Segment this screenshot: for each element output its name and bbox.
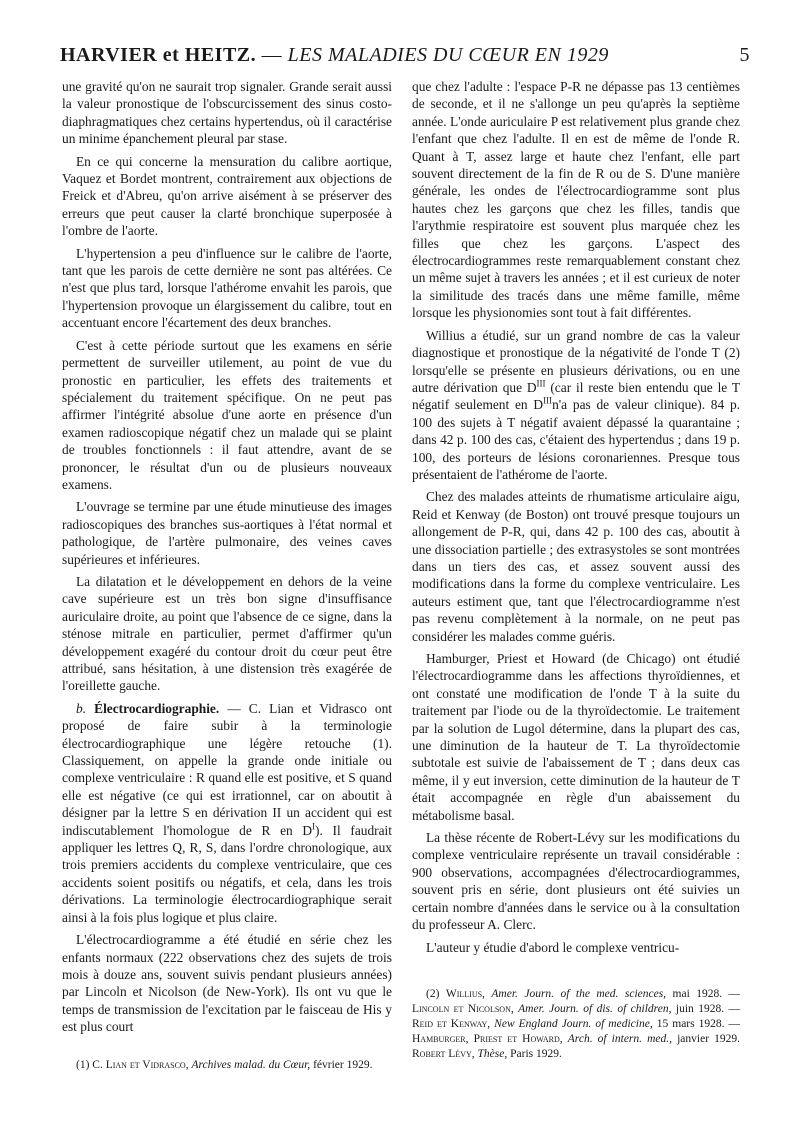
right-paragraph-willius bbox=[412, 327, 740, 484]
left-paragraph-4: C'est à cette période surtout que les examens en série permettent de surveiller utilement, au point de vue du pronostic en particulier, les effets des traitements et spécialement du traitement spécifique. On ne peut pas affirmer l'intégrité absolue d'une aorte en présence d'un examen radioscopique négatif chez un malade qui se plaint de troubles fonctionnels : il faut attendre, avant de se prononcer, le résultat d'un ou de plusieurs nouveaux examens. bbox=[62, 337, 392, 492]
left-paragraph-7a: C. Lian et Vidrasco ont proposé de faire subir à la terminologie électrocardiographique une légère retouche (1). Classiquement, on appelle la grande onde initiale ou complexe ventriculaire : R quand elle est positive, et S quand elle est négative (ce qui est irrationnel, car on aboutit à désigner par la lettre S en dérivation II un accident qui est indiscutablement l'homologue de R en D bbox=[62, 700, 393, 838]
header-title: LES MALADIES DU CŒUR EN 1929 bbox=[287, 44, 609, 66]
left-paragraph-1: une gravité qu'on ne saurait trop signaler. Grande serait aussi la valeur pronostique de l'obscurcissement des sinus costo-diaphragmatiques chez certains hypertendus, où il caractérise un minime épanchement pleural par stase. bbox=[62, 79, 392, 147]
fn2-journal-2: Amer. Journ. of dis. of children, bbox=[518, 1003, 672, 1015]
fn2-author-2: Lincoln et Nicolson, bbox=[412, 1003, 514, 1015]
fn2-date-2: juin 1928. — bbox=[675, 1003, 741, 1015]
right-paragraph-2a: Willius a étudié, sur un grand nombre de cas la valeur diagnostique et pronostique de la négativité de l'onde T (2) lorsqu'elle se présente en plusieurs dérivations, ou en une autre dérivation que D bbox=[412, 327, 740, 395]
section-label: b. bbox=[76, 700, 87, 716]
fn2-date-5: Paris 1929. bbox=[510, 1048, 562, 1060]
fn2-author-3: Reid et Kenway, bbox=[412, 1018, 491, 1030]
footnote-2 bbox=[412, 987, 740, 1062]
left-paragraph-3: L'hypertension a peu d'influence sur le calibre de l'aorte, tant que les parois de cette dernière ne sont pas altérées. Ce n'est que plus tard, lorsque l'athérome envahit les parois, que l'hypertension provoque un élargissement du calibre, tout en accentuant encore l'écartement des deux branches. bbox=[62, 245, 392, 331]
left-paragraph-5: L'ouvrage se termine par une étude minutieuse des images radioscopiques des branches sus-aortiques à l'état normal et pathologique, de l'artère pulmonaire, des veines caves supérieures et inférieures. bbox=[62, 499, 392, 567]
footnote-2-marker: (2) bbox=[426, 988, 440, 1000]
left-paragraph-2: En ce qui concerne la mensuration du calibre aortique, Vaquez et Bordet montrent, contrairement aux objections de Freick et d'Abreu, qu'on arrive aisément à se préserver des erreurs que peut causer la clarté bronchique superposée à l'ombre de l'aorte. bbox=[62, 153, 392, 239]
fn1-journal: Archives malad. du Cœur, bbox=[191, 1059, 311, 1071]
right-paragraph-2c: n'a pas de valeur clinique). 84 p. 100 des sujets à T négatif avaient dépassé la quarantaine ; dans 42 p. 100 des cas, c'étaient des hypertendus ; dans 19 p. 100, des porteurs de lésions coronariennes. Presque tous présentaient de l'athérome de l'aorte. bbox=[412, 397, 740, 482]
fn2-journal-3: New England Journ. of medicine, bbox=[494, 1018, 653, 1030]
page-number: 5 bbox=[739, 44, 750, 66]
left-paragraph-6: La dilatation et le développement en dehors de la veine cave supérieure est un très bon signe d'insuffisance auriculaire droite, au point que l'absence de ce signe, dans la sténose mitrale en particulier, permet d'affirmer qu'un développement exagéré du contour droit du cœur peut être attribué, sans hésitation, à une distension très exagérée de l'oreillette gauche. bbox=[62, 573, 392, 694]
left-paragraph-7b: ). Il faudrait appliquer les lettres Q, R, S, dans l'ordre chronologique, aux trois premiers accidents du complexe ventriculaire, que ces accidents soient positifs ou négatifs, et cela, dans les trois dérivations. La terminologie électrocardiographique serait ainsi à la fois plus logique et plus claire. bbox=[62, 822, 392, 925]
right-paragraph-2b: (car il reste bien entendu que le T négatif seulement en D bbox=[412, 379, 740, 413]
fn2-author-1: Willius, bbox=[445, 988, 485, 1000]
footnote-1 bbox=[62, 1058, 392, 1073]
section-heading: Électrocardiographie. bbox=[94, 700, 220, 716]
fn2-date-1: mai 1928. — bbox=[672, 988, 741, 1000]
fn2-date-4: janvier 1929. bbox=[677, 1033, 740, 1045]
fn2-date-3: 15 mars 1928. — bbox=[656, 1018, 741, 1030]
header-authors: HARVIER et HEITZ. bbox=[60, 44, 257, 66]
fn2-author-5: Robert Lévy, bbox=[412, 1048, 475, 1060]
right-paragraph-1: que chez l'adulte : l'espace P-R ne dépasse pas 13 centièmes de seconde, et il ne s'allonge un peu qu'après la septième année. L'onde auriculaire P est relativement plus grande chez l'enfant que chez l'adulte. Il en est de même de l'onde R. Quant à T, assez large et haute chez l'enfant, elle part souvent directement de la fin de R ou de S. D'une manière générale, les ondes de l'électrocardiogramme sont plus hautes chez les garçons que chez les filles, tandis que l'arythmie respiratoire est souvent plus marquée chez les filles que chez les garçons. L'aspect des électrocardiogrammes reste remarquablement constant chez un même sujet à travers les années ; et il est curieux de noter la similitude des tracés dans une même famille, même lorsque les physionomies sont tout à fait différentes. bbox=[412, 79, 740, 321]
fn2-journal-1: Amer. Journ. of the med. sciences, bbox=[491, 988, 667, 1000]
right-column bbox=[412, 78, 740, 961]
left-column bbox=[62, 78, 392, 1041]
right-paragraph-3: Chez des malades atteints de rhumatisme articulaire aigu, Reid et Kenway (de Boston) ont trouvé presque toujours un allongement de P-R, qui, dans 42 p. 100 des cas, aboutit à une dissociation partielle ; des extrasystoles se sont montrées dans un tiers des cas, et assez souvent aussi des modifications dans la forme du complexe ventriculaire. Les auteurs estiment que, tant que l'électrocardiogramme n'est pas revenu complètement à la normale, on ne peut pas considérer les malades comme guéris. bbox=[412, 489, 740, 644]
fn2-journal-4: Arch. of intern. med., bbox=[567, 1033, 673, 1045]
section-dash: — bbox=[219, 700, 249, 716]
fn2-journal-5: Thèse, bbox=[477, 1048, 508, 1060]
footnote-1-marker: (1) bbox=[76, 1059, 90, 1071]
derivation-superscript-2: III bbox=[543, 395, 553, 406]
right-paragraph-4: Hamburger, Priest et Howard (de Chicago) ont étudié l'électrocardiogramme dans les affections thyroïdiennes, et ont constaté une modification de l'onde T à la suite du traitement par l'iode ou de la thyroïdectomie. Le traitement par la solution de Lugol détermine, dans la plupart des cas, une diminution de la hauteur de T. La thyroïdectomie subtotale est suivie de l'abaissement de T ; dans deux cas même, il y eut inversion, cette diminution de la hauteur de T était accompagnée en règle d'un abaissement du métabolisme basal. bbox=[412, 651, 740, 823]
right-paragraph-6: L'auteur y étudie d'abord le complexe ventricu- bbox=[426, 939, 680, 955]
right-paragraph-5: La thèse récente de Robert-Lévy sur les modifications du complexe ventriculaire représente un travail considérable : 900 observations, accompagnées d'électrocardiogrammes, souvent pris en série, dont plusieurs ont été suivies un certain nombre d'années dans le service ou à la consultation du professeur A. Clerc. bbox=[412, 830, 740, 933]
fn1-date: février 1929. bbox=[313, 1059, 373, 1071]
left-paragraph-electrocardiography bbox=[62, 700, 392, 926]
derivation-superscript: I bbox=[312, 821, 316, 832]
running-header bbox=[60, 44, 750, 74]
derivation-superscript-1: III bbox=[536, 378, 546, 389]
fn1-author: C. Lian et Vidrasco, bbox=[92, 1059, 189, 1071]
fn2-author-4: Hamburger, Priest et Howard, bbox=[412, 1033, 563, 1045]
header-dash: — bbox=[261, 44, 283, 66]
left-paragraph-8: L'électrocardiogramme a été étudié en série chez les enfants normaux (222 observations chez des sujets de trois mois à douze ans, souvent suivis pendant plusieurs années) par Lincoln et Nicolson (de New-York). Ils ont vu que le temps de transmission de l'excitation par le faisceau de His y est plus court bbox=[62, 932, 392, 1035]
